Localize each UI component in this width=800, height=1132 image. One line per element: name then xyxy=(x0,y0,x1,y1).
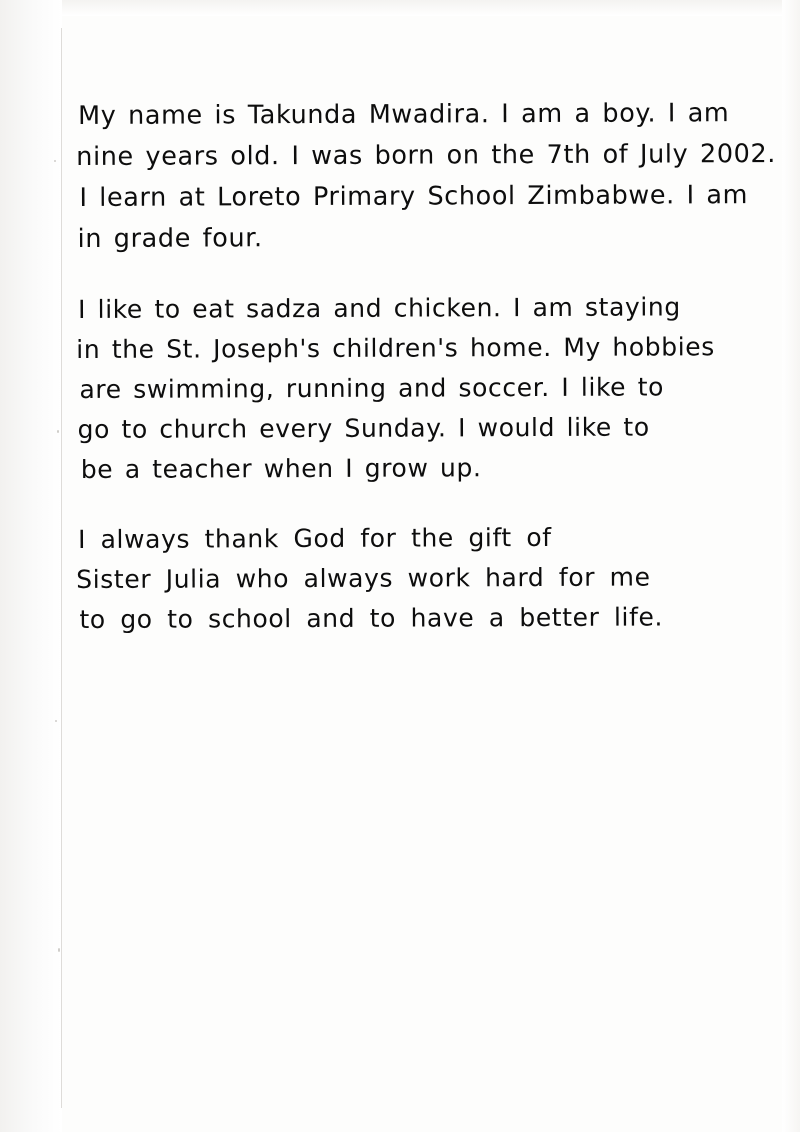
paragraph-2 xyxy=(78,287,779,490)
scan-speck xyxy=(54,160,56,162)
text-line: My name is Takunda Mwadira. I am a boy. I am xyxy=(78,98,730,131)
scan-edge-right xyxy=(782,0,800,1132)
text-line: I learn at Loreto Primary School Zimbabwe. I am xyxy=(79,180,749,213)
scan-speck xyxy=(57,430,59,433)
scan-edge-left xyxy=(0,0,62,1132)
text-line: go to church every Sunday. I would like to xyxy=(77,412,650,445)
paragraph-1 xyxy=(78,93,779,260)
scan-speck xyxy=(58,948,60,952)
text-line: to go to school and to have a better life. xyxy=(79,602,664,634)
scan-speck xyxy=(55,720,57,722)
scan-edge-top xyxy=(0,0,800,16)
text-line: I always thank God for the gift of xyxy=(78,522,552,554)
text-line: in the St. Joseph's children's home. My hobbies xyxy=(76,332,715,365)
letter-text xyxy=(78,96,778,670)
text-line: I like to eat sadza and chicken. I am staying xyxy=(78,292,681,324)
text-line: nine years old. I was born on the 7th of July 2002. xyxy=(76,138,777,173)
text-line: in grade four. xyxy=(77,223,263,255)
text-line: Sister Julia who always work hard for me xyxy=(76,562,651,595)
text-line: be a teacher when I grow up. xyxy=(80,453,482,484)
scan-fold-line xyxy=(61,28,62,1108)
paragraph-3 xyxy=(78,517,779,640)
text-line: are swimming, running and soccer. I like to xyxy=(79,372,665,404)
